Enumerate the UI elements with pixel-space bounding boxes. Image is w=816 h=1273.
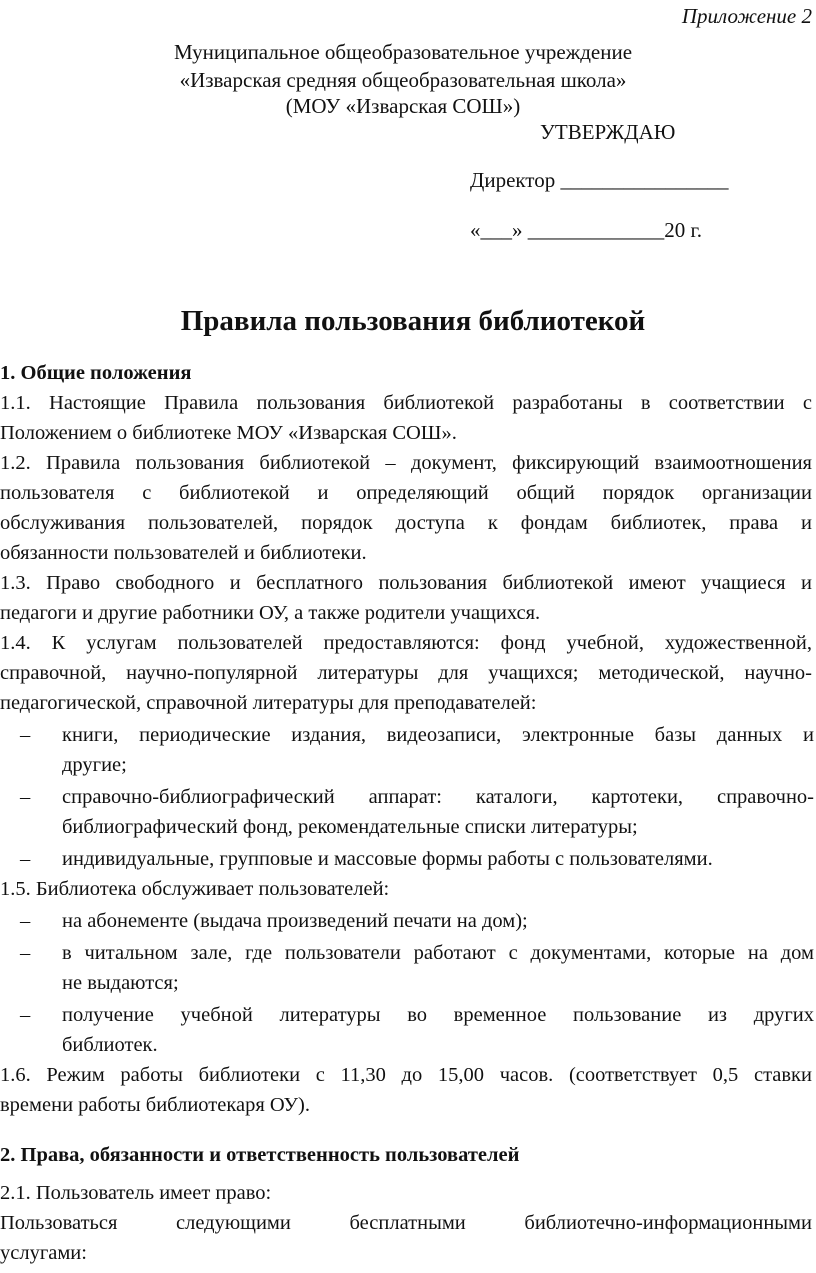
paragraph-line: 1.6. Режим работы библиотеки с 11,30 до 15,00 часов. (соответствует 0,5 ставки — [0, 1064, 812, 1086]
list-item-line: на абонементе (выдача произведений печати на дом); — [62, 910, 528, 932]
paragraph-line: 1.2. Правила пользования библиотекой – документ, фиксирующий взаимоотношения — [0, 452, 812, 474]
page-title: Правила пользования библиотекой — [180, 305, 646, 337]
paragraph-line: справочной, научно-популярной литературы для учащихся; методической, научно- — [0, 662, 812, 684]
org-name-line-2: «Изварская средняя общеобразовательная школа» — [179, 68, 627, 92]
list-item-line: в читальном зале, где пользователи работают с документами, которые на дом — [62, 942, 814, 964]
paragraph-line: 1.3. Право свободного и бесплатного пользования библиотекой имеют учащиеся и — [0, 572, 812, 594]
section-heading: 1. Общие положения — [0, 362, 192, 384]
list-item-line: не выдаются; — [62, 972, 179, 994]
approval-date-line: «___» _____________20 г. — [470, 218, 702, 242]
org-name-line-1: Муниципальное общеобразовательное учреждение — [173, 40, 633, 64]
list-bullet-dash: – — [20, 724, 31, 746]
list-bullet-dash: – — [20, 942, 31, 964]
paragraph-line: Пользоваться следующими бесплатными библиотечно-информационными — [0, 1212, 812, 1234]
director-signature-line: Директор ________________ — [470, 168, 729, 192]
list-item-line: другие; — [62, 754, 127, 776]
paragraph-line: времени работы библиотекаря ОУ). — [0, 1094, 311, 1116]
paragraph-line: Положением о библиотеке МОУ «Изварская СОШ». — [0, 422, 457, 444]
paragraph-line: 1.5. Библиотека обслуживает пользователей: — [0, 878, 390, 900]
list-bullet-dash: – — [20, 910, 31, 932]
list-bullet-dash: – — [20, 786, 31, 808]
paragraph-line: педагоги и другие работники ОУ, а также родители учащихся. — [0, 602, 541, 624]
list-item-line: библиографический фонд, рекомендательные списки литературы; — [62, 816, 638, 838]
org-name-line-3: (МОУ «Изварская СОШ») — [285, 94, 521, 118]
paragraph-line: обслуживания пользователей, порядок доступа к фондам библиотек, права и — [0, 512, 812, 534]
paragraph-line: обязанности пользователей и библиотеки. — [0, 542, 367, 564]
list-bullet-dash: – — [20, 848, 31, 870]
section-heading: 2. Права, обязанности и ответственность пользователей — [0, 1144, 520, 1166]
list-item-line: индивидуальные, групповые и массовые формы работы с пользователями. — [62, 848, 713, 870]
paragraph-line: 1.1. Настоящие Правила пользования библиотекой разработаны в соответствии с — [0, 392, 812, 414]
paragraph-line: 2.1. Пользователь имеет право: — [0, 1182, 272, 1204]
paragraph-line: педагогической, справочной литературы для преподавателей: — [0, 692, 537, 714]
paragraph-line: услугами: — [0, 1242, 87, 1264]
list-item-line: получение учебной литературы во временное пользование из других — [62, 1004, 814, 1026]
paragraph-line: пользователя с библиотекой и определяющий общий порядок организации — [0, 482, 812, 504]
list-item-line: библиотек. — [62, 1034, 158, 1056]
approval-heading: УТВЕРЖДАЮ — [540, 120, 676, 144]
list-item-line: книги, периодические издания, видеозаписи, электронные базы данных и — [62, 724, 814, 746]
appendix-label: Приложение 2 — [681, 4, 812, 28]
list-bullet-dash: – — [20, 1004, 31, 1026]
paragraph-line: 1.4. К услугам пользователей предоставляются: фонд учебной, художественной, — [0, 632, 812, 654]
list-item-line: справочно-библиографический аппарат: каталоги, картотеки, справочно- — [62, 786, 814, 808]
